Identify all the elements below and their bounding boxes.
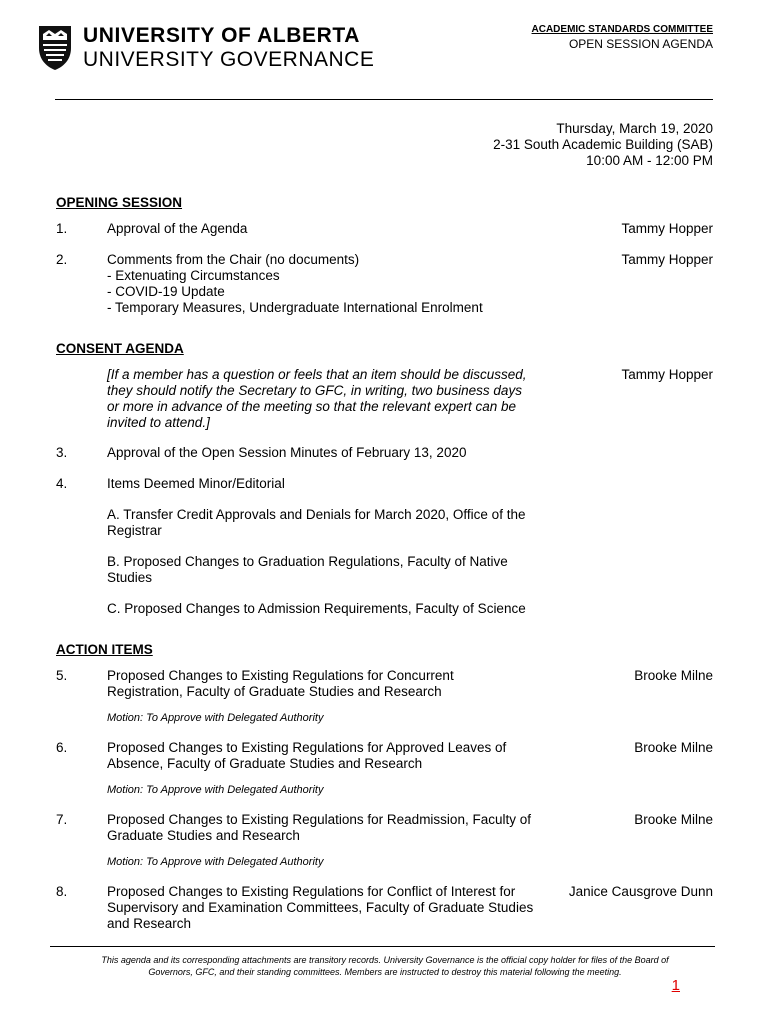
item-presenter: Janice Causgrove Dunn	[568, 884, 713, 899]
motion-text: Motion: To Approve with Delegated Authority	[107, 856, 324, 868]
university-governance: UNIVERSITY GOVERNANCE	[83, 48, 375, 71]
item-presenter: Brooke Milne	[634, 740, 713, 755]
header-divider	[55, 99, 713, 100]
item-title-line: Proposed Changes to Existing Regulations for Conflict of Interest for	[107, 884, 516, 899]
item-title: Approval of the Open Session Minutes of February 13, 2020	[107, 445, 467, 460]
sub-item-line: A. Transfer Credit Approvals and Denials for March 2020, Office of the	[107, 507, 526, 522]
sub-item-line: C. Proposed Changes to Admission Requirements, Faculty of Science	[107, 601, 526, 616]
meeting-time: 10:00 AM - 12:00 PM	[586, 153, 713, 168]
item-title-line: Absence, Faculty of Graduate Studies and Research	[107, 756, 423, 771]
item-title: Approval of the Agenda	[107, 221, 248, 236]
session-type: OPEN SESSION AGENDA	[568, 37, 713, 51]
item-bullet: - Temporary Measures, Undergraduate International Enrolment	[107, 300, 483, 315]
item-presenter: Tammy Hopper	[621, 252, 713, 267]
item-presenter: Tammy Hopper	[621, 367, 713, 382]
item-title-line: and Research	[107, 916, 192, 931]
consent-note	[107, 367, 537, 431]
section-heading-action: ACTION ITEMS	[56, 642, 153, 657]
item-number: 5.	[56, 668, 68, 683]
footer-divider	[50, 946, 715, 947]
university-name: UNIVERSITY OF ALBERTA	[83, 24, 361, 47]
footer-line: This agenda and its corresponding attachments are transitory records. University Governance is the official copy holder for files of the Board of	[101, 955, 669, 965]
item-title-line: Graduate Studies and Research	[107, 828, 300, 843]
university-crest-logo	[37, 24, 73, 72]
item-title-line: Registration, Faculty of Graduate Studies and Research	[107, 684, 442, 699]
item-body	[107, 252, 483, 316]
item-presenter: Tammy Hopper	[621, 221, 713, 236]
meeting-location: 2-31 South Academic Building (SAB)	[493, 137, 713, 152]
sub-item	[107, 554, 508, 586]
sub-item-line: Registrar	[107, 523, 162, 538]
item-number: 8.	[56, 884, 68, 899]
item-title-line: Proposed Changes to Existing Regulations for Approved Leaves of	[107, 740, 507, 755]
section-heading-opening: OPENING SESSION	[56, 195, 183, 210]
section-heading-consent: CONSENT AGENDA	[56, 341, 184, 356]
item-bullet: - COVID-19 Update	[107, 284, 225, 299]
item-presenter: Brooke Milne	[634, 812, 713, 827]
motion-text: Motion: To Approve with Delegated Authority	[107, 784, 324, 796]
item-body	[107, 668, 454, 700]
sub-item-line: Studies	[107, 570, 153, 585]
consent-note-line: or more in advance of the meeting so that the relevant expert can be	[107, 399, 516, 414]
item-number: 4.	[56, 476, 68, 491]
item-number: 7.	[56, 812, 68, 827]
item-title: Comments from the Chair (no documents)	[107, 252, 360, 267]
sub-item	[107, 507, 525, 539]
item-body	[107, 884, 533, 932]
consent-note-line: they should notify the Secretary to GFC, in writing, two business days	[107, 383, 522, 398]
item-body	[107, 740, 506, 772]
item-title: Items Deemed Minor/Editorial	[107, 476, 285, 491]
item-title-line: Supervisory and Examination Committees, Faculty of Graduate Studies	[107, 900, 534, 915]
item-number: 1.	[56, 221, 68, 236]
motion-text: Motion: To Approve with Delegated Authority	[107, 712, 324, 724]
item-number: 6.	[56, 740, 68, 755]
item-bullet: - Extenuating Circumstances	[107, 268, 280, 283]
sub-item	[107, 601, 526, 617]
item-presenter: Brooke Milne	[634, 668, 713, 683]
item-title-line: Proposed Changes to Existing Regulations for Concurrent	[107, 668, 454, 683]
sub-item-line: B. Proposed Changes to Graduation Regulations, Faculty of Native	[107, 554, 508, 569]
meeting-date: Thursday, March 19, 2020	[556, 121, 713, 136]
consent-note-line: [If a member has a question or feels that an item should be discussed,	[107, 367, 527, 382]
committee-name: ACADEMIC STANDARDS COMMITTEE	[531, 24, 713, 35]
page-number: 1	[671, 977, 680, 994]
item-number: 3.	[56, 445, 68, 460]
consent-note-line: invited to attend.]	[107, 415, 210, 430]
item-number: 2.	[56, 252, 68, 267]
item-title-line: Proposed Changes to Existing Regulations for Readmission, Faculty of	[107, 812, 531, 827]
footer-line: Governors, GFC, and their standing committees. Members are instructed to destroy this material following the meeting.	[148, 967, 622, 977]
item-body	[107, 812, 531, 844]
footer-notice	[40, 954, 730, 978]
